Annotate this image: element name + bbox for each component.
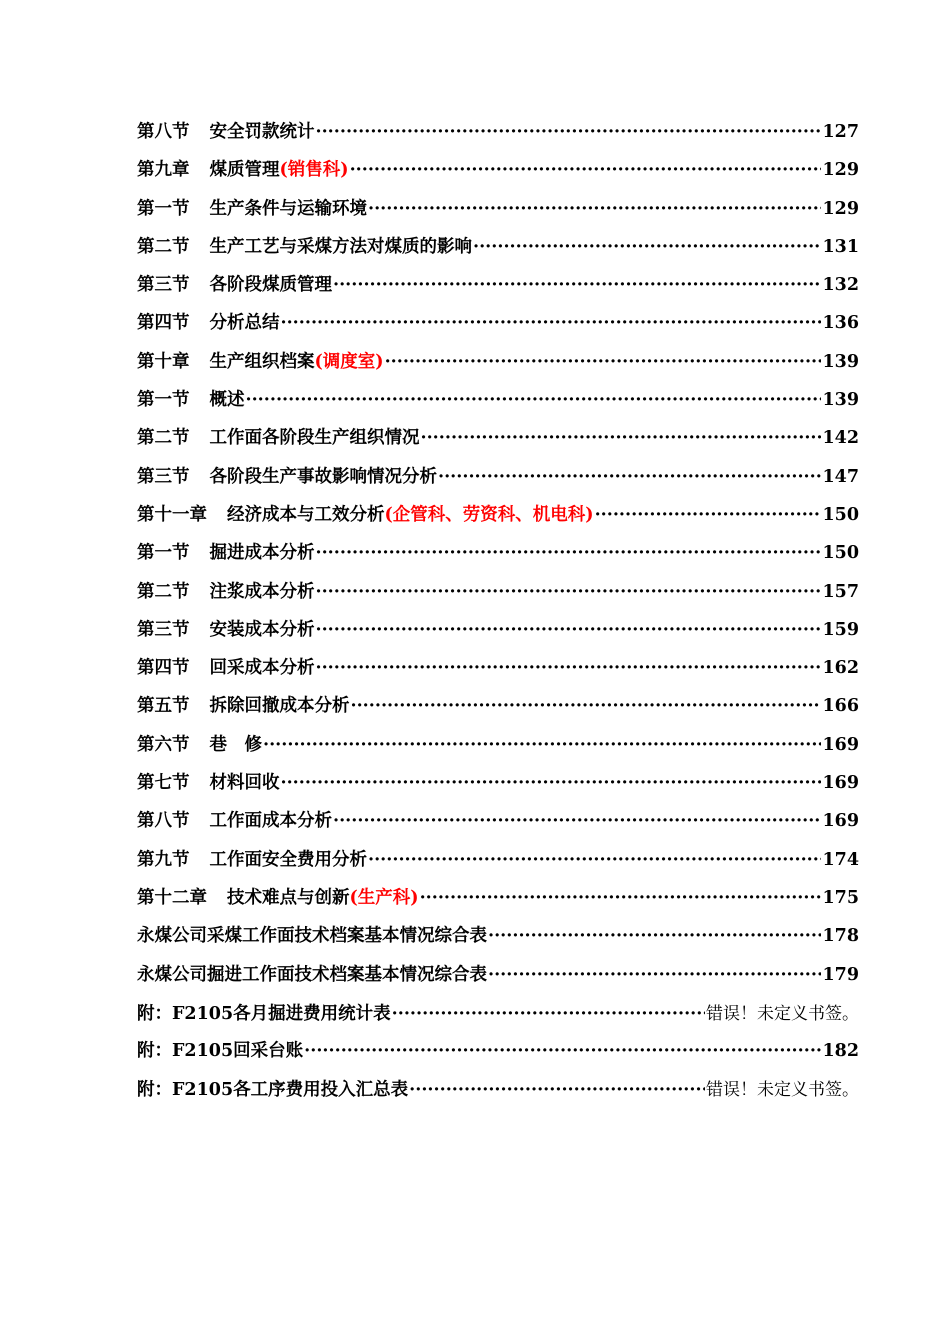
dot-leader bbox=[488, 965, 821, 985]
toc-entry-title: 注浆成本分析 bbox=[209, 581, 315, 602]
toc-entry-number: 第三节 bbox=[137, 466, 190, 487]
toc-entry-label bbox=[137, 386, 245, 411]
toc-entry-title: 附：F2105各工序费用投入汇总表 bbox=[137, 1080, 409, 1101]
toc-entry-number: 第九章 bbox=[137, 160, 190, 181]
toc-entry-title: 巷 修 bbox=[209, 734, 262, 755]
toc-entry-number: 第七节 bbox=[137, 773, 190, 794]
toc-entry-number: 第十二章 bbox=[137, 887, 207, 908]
toc-entry-page-number: 174 bbox=[822, 849, 859, 870]
toc-entry-number: 第三节 bbox=[137, 619, 190, 640]
dot-leader bbox=[333, 811, 821, 831]
toc-entry-page-number: 162 bbox=[822, 658, 859, 679]
toc-entry-number: 第五节 bbox=[137, 696, 190, 717]
toc-entry-number: 第二节 bbox=[137, 428, 190, 449]
toc-entry-title: 掘进成本分析 bbox=[209, 543, 315, 564]
toc-entry-label bbox=[137, 463, 437, 488]
toc-entry[interactable] bbox=[137, 463, 859, 501]
toc-entry-title: 概述 bbox=[209, 390, 245, 411]
toc-entry-title: 安全罚款统计 bbox=[209, 122, 315, 142]
toc-entry-page-number: 131 bbox=[822, 236, 859, 257]
toc-entry-number: 第十一章 bbox=[137, 504, 207, 525]
toc-entry-title: 生产组织档案 bbox=[209, 351, 315, 372]
toc-entry-title: 拆除回撤成本分析 bbox=[209, 696, 350, 717]
toc-entry-page-number: 142 bbox=[822, 428, 859, 449]
toc-entry-label bbox=[137, 692, 350, 717]
dot-leader bbox=[488, 926, 821, 946]
toc-entry-page-number: 166 bbox=[822, 696, 859, 717]
toc-entry-number: 第二节 bbox=[137, 236, 190, 257]
dot-leader bbox=[281, 773, 822, 793]
toc-entry[interactable] bbox=[137, 1075, 859, 1113]
toc-entry-label bbox=[137, 271, 332, 296]
toc-entry-page-number: 132 bbox=[822, 275, 859, 296]
toc-entry-number: 第一节 bbox=[137, 543, 190, 564]
toc-entry-number: 第九节 bbox=[137, 849, 190, 870]
toc-entry[interactable] bbox=[137, 769, 859, 807]
toc-entry-page-number: 150 bbox=[822, 504, 859, 525]
toc-entry-label bbox=[137, 731, 262, 756]
toc-entry-label bbox=[137, 807, 332, 832]
toc-entry[interactable] bbox=[137, 501, 859, 539]
dot-leader bbox=[351, 696, 822, 716]
dot-leader bbox=[333, 275, 821, 295]
dot-leader bbox=[304, 1041, 821, 1061]
toc-entry[interactable] bbox=[137, 578, 859, 616]
toc-entry-title: 永煤公司掘进工作面技术档案基本情况综合表 bbox=[137, 964, 487, 985]
toc-entry-label bbox=[137, 195, 367, 220]
toc-entry-number: 第八节 bbox=[137, 122, 190, 142]
toc-entry-title: 材料回收 bbox=[209, 773, 280, 794]
toc-entry-page-number: 157 bbox=[822, 581, 859, 602]
toc-entry[interactable] bbox=[137, 1037, 859, 1075]
toc-entry-number: 第四节 bbox=[137, 313, 190, 334]
toc-entry-page-number: 175 bbox=[822, 887, 859, 908]
dot-leader bbox=[420, 888, 822, 908]
toc-entry[interactable] bbox=[137, 118, 859, 156]
toc-entry-page-number: 150 bbox=[822, 543, 859, 564]
toc-entry-page-number: 169 bbox=[822, 734, 859, 755]
toc-entry[interactable] bbox=[137, 424, 859, 462]
dot-leader bbox=[473, 237, 821, 257]
toc-entry-label bbox=[137, 884, 419, 909]
toc-entry-number: 第八节 bbox=[137, 811, 190, 832]
toc-entry[interactable] bbox=[137, 156, 859, 194]
toc-entry-title: 附：F2105各月掘进费用统计表 bbox=[137, 1003, 391, 1024]
toc-entry[interactable] bbox=[137, 692, 859, 730]
dot-leader bbox=[246, 390, 822, 410]
toc-entry[interactable] bbox=[137, 807, 859, 845]
dot-leader bbox=[392, 1004, 705, 1024]
toc-entry-page-number: 139 bbox=[822, 390, 859, 411]
toc-entry-label bbox=[137, 156, 349, 181]
toc-entry-number: 第一节 bbox=[137, 198, 190, 219]
toc-entry-number: 第三节 bbox=[137, 275, 190, 296]
dot-leader bbox=[368, 850, 821, 870]
toc-entry-number: 第四节 bbox=[137, 658, 190, 679]
toc-entry-title: 永煤公司采煤工作面技术档案基本情况综合表 bbox=[137, 926, 487, 947]
toc-entry-label bbox=[137, 769, 280, 794]
dot-leader bbox=[281, 313, 822, 333]
toc-entry-title: 技术难点与创新 bbox=[227, 887, 350, 908]
toc-entry[interactable] bbox=[137, 846, 859, 884]
toc-entry-page-number: 182 bbox=[822, 1041, 859, 1062]
toc-entry-label bbox=[137, 424, 420, 449]
toc-entry-page-error: 错误！未定义书签。 bbox=[706, 1080, 859, 1101]
toc-entry[interactable] bbox=[137, 539, 859, 577]
toc-entry-title: 工作面各阶段生产组织情况 bbox=[209, 428, 420, 449]
toc-entry-title: 安装成本分析 bbox=[209, 619, 315, 640]
toc-entry-page-number: 139 bbox=[822, 351, 859, 372]
toc-entry-page-number: 159 bbox=[822, 619, 859, 640]
toc-entry-page-number: 136 bbox=[822, 313, 859, 334]
toc-entry-label bbox=[137, 118, 315, 143]
toc-entry[interactable] bbox=[137, 922, 859, 960]
dot-leader bbox=[316, 620, 822, 640]
toc-entry-label bbox=[137, 309, 280, 334]
toc-entry-label bbox=[137, 1000, 391, 1025]
dot-leader bbox=[438, 467, 821, 487]
toc-entry-label bbox=[137, 233, 472, 258]
toc-entry-label bbox=[137, 846, 367, 871]
dot-leader bbox=[316, 658, 822, 678]
toc-entry[interactable] bbox=[137, 731, 859, 769]
table-of-contents bbox=[137, 118, 859, 1114]
dot-leader bbox=[409, 1080, 705, 1100]
toc-entry-page-number: 169 bbox=[822, 811, 859, 832]
toc-entry-title: 经济成本与工效分析 bbox=[227, 504, 385, 525]
toc-entry-page-number: 127 bbox=[822, 122, 859, 142]
toc-entry[interactable] bbox=[137, 233, 859, 271]
dot-leader bbox=[421, 428, 822, 448]
toc-entry-number: 第一节 bbox=[137, 390, 190, 411]
toc-entry-title: 各阶段煤质管理 bbox=[209, 275, 332, 296]
toc-entry-label bbox=[137, 616, 315, 641]
toc-entry-title: 分析总结 bbox=[209, 313, 280, 334]
toc-entry-department: (调度室) bbox=[314, 351, 384, 372]
toc-entry-label bbox=[137, 654, 315, 679]
dot-leader bbox=[316, 543, 822, 563]
toc-entry-title: 附：F2105回采台账 bbox=[137, 1041, 304, 1062]
toc-entry-department: (生产科) bbox=[349, 887, 419, 908]
toc-entry-label bbox=[137, 922, 487, 947]
toc-entry[interactable] bbox=[137, 616, 859, 654]
toc-entry[interactable] bbox=[137, 271, 859, 309]
toc-entry-title: 生产条件与运输环境 bbox=[209, 198, 367, 219]
dot-leader bbox=[368, 199, 821, 219]
dot-leader bbox=[350, 160, 822, 180]
toc-entry[interactable] bbox=[137, 999, 859, 1037]
toc-entry-page-number: 178 bbox=[822, 926, 859, 947]
toc-entry-title: 各阶段生产事故影响情况分析 bbox=[209, 466, 437, 487]
toc-entry-title: 煤质管理 bbox=[209, 160, 280, 181]
toc-entry-page-number: 129 bbox=[822, 160, 859, 181]
toc-entry-page-number: 129 bbox=[822, 198, 859, 219]
toc-entry-title: 回采成本分析 bbox=[209, 658, 315, 679]
toc-entry-department: (企管科、劳资科、机电科) bbox=[384, 504, 594, 525]
toc-entry-page-number: 179 bbox=[822, 964, 859, 985]
toc-entry-title: 工作面成本分析 bbox=[209, 811, 332, 832]
toc-entry-page-number: 147 bbox=[822, 466, 859, 487]
toc-entry-label bbox=[137, 1076, 408, 1101]
toc-entry-page-number: 169 bbox=[822, 773, 859, 794]
dot-leader bbox=[316, 582, 822, 602]
dot-leader bbox=[263, 735, 821, 755]
toc-entry-label bbox=[137, 578, 315, 603]
toc-entry-number: 第二节 bbox=[137, 581, 190, 602]
toc-entry[interactable] bbox=[137, 386, 859, 424]
toc-entry-number: 第十章 bbox=[137, 351, 190, 372]
toc-entry[interactable] bbox=[137, 348, 859, 386]
toc-entry[interactable] bbox=[137, 961, 859, 999]
dot-leader bbox=[385, 352, 822, 372]
toc-entry-label bbox=[137, 961, 487, 986]
toc-entry-label bbox=[137, 1037, 303, 1062]
toc-entry[interactable] bbox=[137, 195, 859, 233]
toc-entry-label bbox=[137, 348, 384, 373]
toc-entry-title: 工作面安全费用分析 bbox=[209, 849, 367, 870]
toc-entry-label bbox=[137, 539, 315, 564]
toc-entry-title: 生产工艺与采煤方法对煤质的影响 bbox=[209, 236, 472, 257]
dot-leader bbox=[595, 505, 822, 525]
toc-entry-department: (销售科) bbox=[279, 160, 349, 181]
toc-entry-page-error: 错误！未定义书签。 bbox=[706, 1003, 859, 1024]
dot-leader bbox=[316, 122, 822, 142]
toc-entry[interactable] bbox=[137, 309, 859, 347]
toc-entry-number: 第六节 bbox=[137, 734, 190, 755]
toc-entry[interactable] bbox=[137, 884, 859, 922]
toc-entry[interactable] bbox=[137, 654, 859, 692]
toc-entry-label bbox=[137, 501, 594, 526]
